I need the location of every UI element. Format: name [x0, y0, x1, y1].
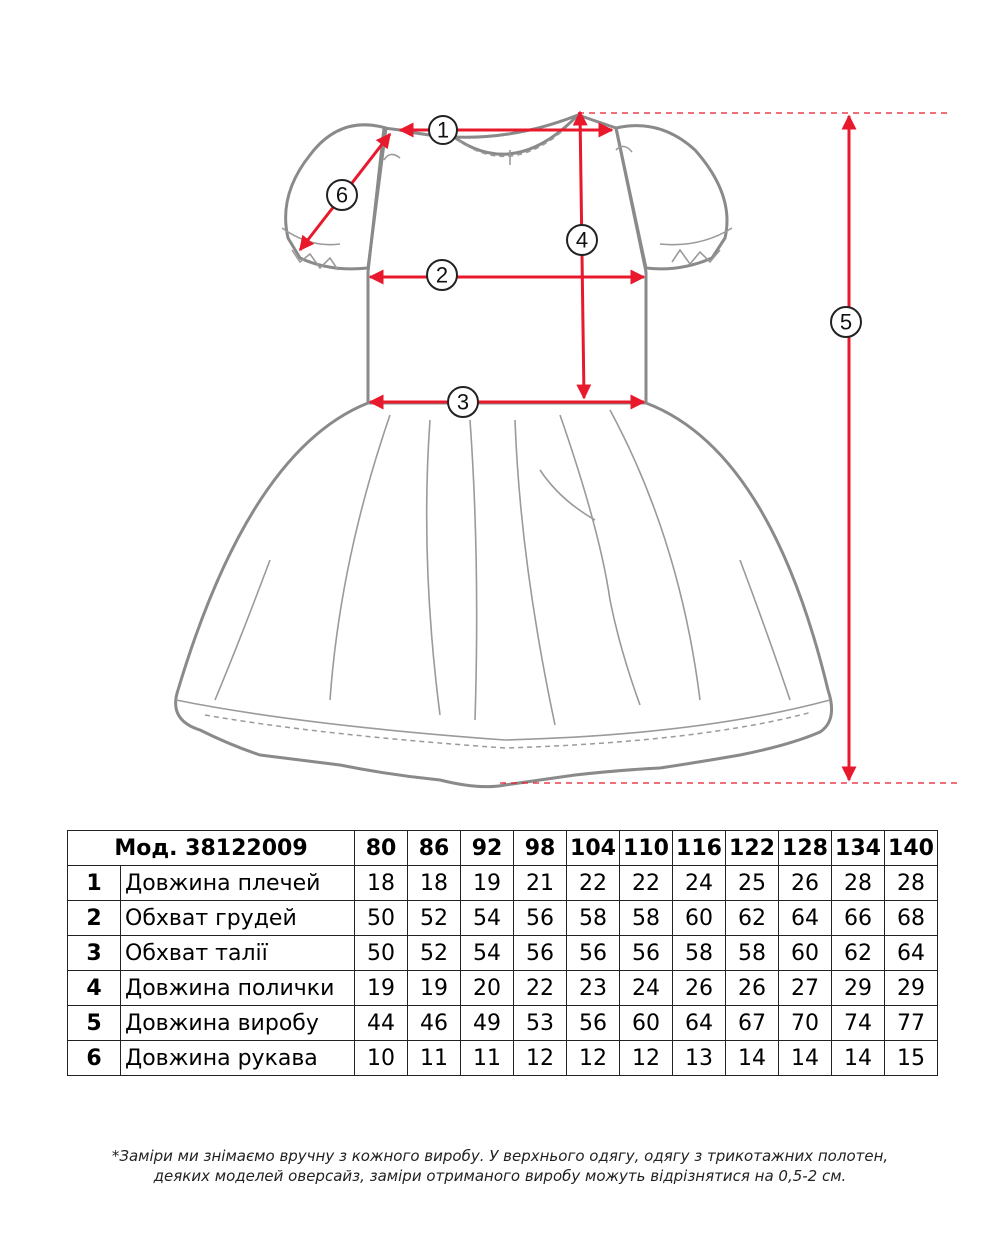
measurement-label: Довжина плечей — [121, 866, 355, 901]
table-body — [68, 866, 938, 1076]
measurement-value: 54 — [461, 901, 514, 936]
row-number: 6 — [68, 1041, 121, 1076]
measurement-value: 26 — [779, 866, 832, 901]
measurement-value: 11 — [408, 1041, 461, 1076]
measurement-value: 22 — [567, 866, 620, 901]
measurement-value: 12 — [567, 1041, 620, 1076]
row-number: 1 — [68, 866, 121, 901]
measurement-value: 58 — [620, 901, 673, 936]
measurement-value: 74 — [832, 1006, 885, 1041]
measurement-label: Обхват грудей — [121, 901, 355, 936]
measurement-value: 44 — [355, 1006, 408, 1041]
table-row — [68, 1006, 938, 1041]
measurement-value: 13 — [673, 1041, 726, 1076]
measurement-value: 12 — [620, 1041, 673, 1076]
svg-text:6: 6 — [335, 182, 349, 208]
size-header: 86 — [408, 831, 461, 866]
measurement-value: 10 — [355, 1041, 408, 1076]
measurement-value: 50 — [355, 936, 408, 971]
measurement-value: 58 — [726, 936, 779, 971]
measurement-value: 68 — [885, 901, 938, 936]
measurement-value: 19 — [461, 866, 514, 901]
measurement-value: 14 — [726, 1041, 779, 1076]
measurement-value: 27 — [779, 971, 832, 1006]
measurement-value: 29 — [885, 971, 938, 1006]
measurement-value: 70 — [779, 1006, 832, 1041]
measurement-value: 64 — [779, 901, 832, 936]
measurement-value: 64 — [673, 1006, 726, 1041]
measurement-value: 23 — [567, 971, 620, 1006]
measurement-value: 20 — [461, 971, 514, 1006]
measurement-value: 56 — [514, 936, 567, 971]
measurement-value: 26 — [726, 971, 779, 1006]
svg-text:2: 2 — [435, 262, 449, 288]
measurement-value: 60 — [779, 936, 832, 971]
measurement-value: 18 — [408, 866, 461, 901]
measurement-value: 66 — [832, 901, 885, 936]
size-header: 92 — [461, 831, 514, 866]
measurement-value: 22 — [620, 866, 673, 901]
measurement-label: Обхват талії — [121, 936, 355, 971]
measurement-label: Довжина рукава — [121, 1041, 355, 1076]
size-header: 80 — [355, 831, 408, 866]
marker-5 — [831, 307, 861, 337]
footnote-line-1: *Заміри ми знімаємо вручну з кожного виробу. У верхнього одягу, одягу з трикотажних полотен, — [111, 1147, 889, 1165]
size-header: 116 — [673, 831, 726, 866]
measurement-value: 60 — [620, 1006, 673, 1041]
footnote-line-2: деяких моделей оверсайз, заміри отриманого виробу можуть відрізнятися на 0,5-2 см. — [153, 1167, 847, 1185]
row-number: 3 — [68, 936, 121, 971]
measurement-value: 46 — [408, 1006, 461, 1041]
measurement-value: 24 — [620, 971, 673, 1006]
measurement-value: 77 — [885, 1006, 938, 1041]
measurement-value: 14 — [779, 1041, 832, 1076]
measurement-value: 58 — [673, 936, 726, 971]
table-row — [68, 971, 938, 1006]
measurement-value: 29 — [832, 971, 885, 1006]
size-header: 134 — [832, 831, 885, 866]
measurement-value: 67 — [726, 1006, 779, 1041]
size-header: 128 — [779, 831, 832, 866]
row-number: 2 — [68, 901, 121, 936]
measurement-value: 56 — [514, 901, 567, 936]
marker-1 — [429, 116, 457, 144]
measurement-value: 62 — [726, 901, 779, 936]
measurement-value: 22 — [514, 971, 567, 1006]
measurement-value: 62 — [832, 936, 885, 971]
measurement-value: 52 — [408, 936, 461, 971]
measurement-value: 52 — [408, 901, 461, 936]
size-header: 140 — [885, 831, 938, 866]
measurement-value: 21 — [514, 866, 567, 901]
measurement-value: 50 — [355, 901, 408, 936]
measurement-value: 14 — [832, 1041, 885, 1076]
size-chart-table — [67, 830, 938, 1076]
measurement-value: 28 — [885, 866, 938, 901]
measurement-value: 12 — [514, 1041, 567, 1076]
table-row — [68, 866, 938, 901]
measurement-label: Довжина виробу — [121, 1006, 355, 1041]
footnote — [40, 1146, 960, 1186]
size-header: 98 — [514, 831, 567, 866]
size-header: 110 — [620, 831, 673, 866]
size-header: 104 — [567, 831, 620, 866]
size-header: 122 — [726, 831, 779, 866]
svg-text:5: 5 — [839, 309, 853, 335]
table-row — [68, 936, 938, 971]
measurement-value: 56 — [567, 1006, 620, 1041]
measurement-value: 60 — [673, 901, 726, 936]
measurement-value: 58 — [567, 901, 620, 936]
measurement-value: 53 — [514, 1006, 567, 1041]
svg-text:4: 4 — [575, 227, 589, 253]
measurement-label: Довжина полички — [121, 971, 355, 1006]
measurement-value: 28 — [832, 866, 885, 901]
measurement-value: 64 — [885, 936, 938, 971]
table-row — [68, 1041, 938, 1076]
row-number: 5 — [68, 1006, 121, 1041]
marker-4 — [567, 225, 597, 255]
measurement-value: 49 — [461, 1006, 514, 1041]
row-number: 4 — [68, 971, 121, 1006]
dress-sketch — [176, 115, 832, 787]
model-label: Мод. 38122009 — [68, 831, 355, 866]
marker-6 — [327, 180, 357, 210]
measurement-value: 26 — [673, 971, 726, 1006]
table-row — [68, 901, 938, 936]
measurement-value: 24 — [673, 866, 726, 901]
measurement-value: 19 — [355, 971, 408, 1006]
svg-text:1: 1 — [436, 117, 450, 143]
measurement-value: 19 — [408, 971, 461, 1006]
measurement-value: 15 — [885, 1041, 938, 1076]
marker-2 — [427, 260, 457, 290]
measurement-value: 54 — [461, 936, 514, 971]
measurement-value: 18 — [355, 866, 408, 901]
measurement-value: 56 — [567, 936, 620, 971]
marker-3 — [448, 387, 478, 417]
header-row — [68, 831, 938, 866]
svg-text:3: 3 — [456, 389, 470, 415]
measurement-value: 11 — [461, 1041, 514, 1076]
measurement-value: 25 — [726, 866, 779, 901]
measurement-value: 56 — [620, 936, 673, 971]
